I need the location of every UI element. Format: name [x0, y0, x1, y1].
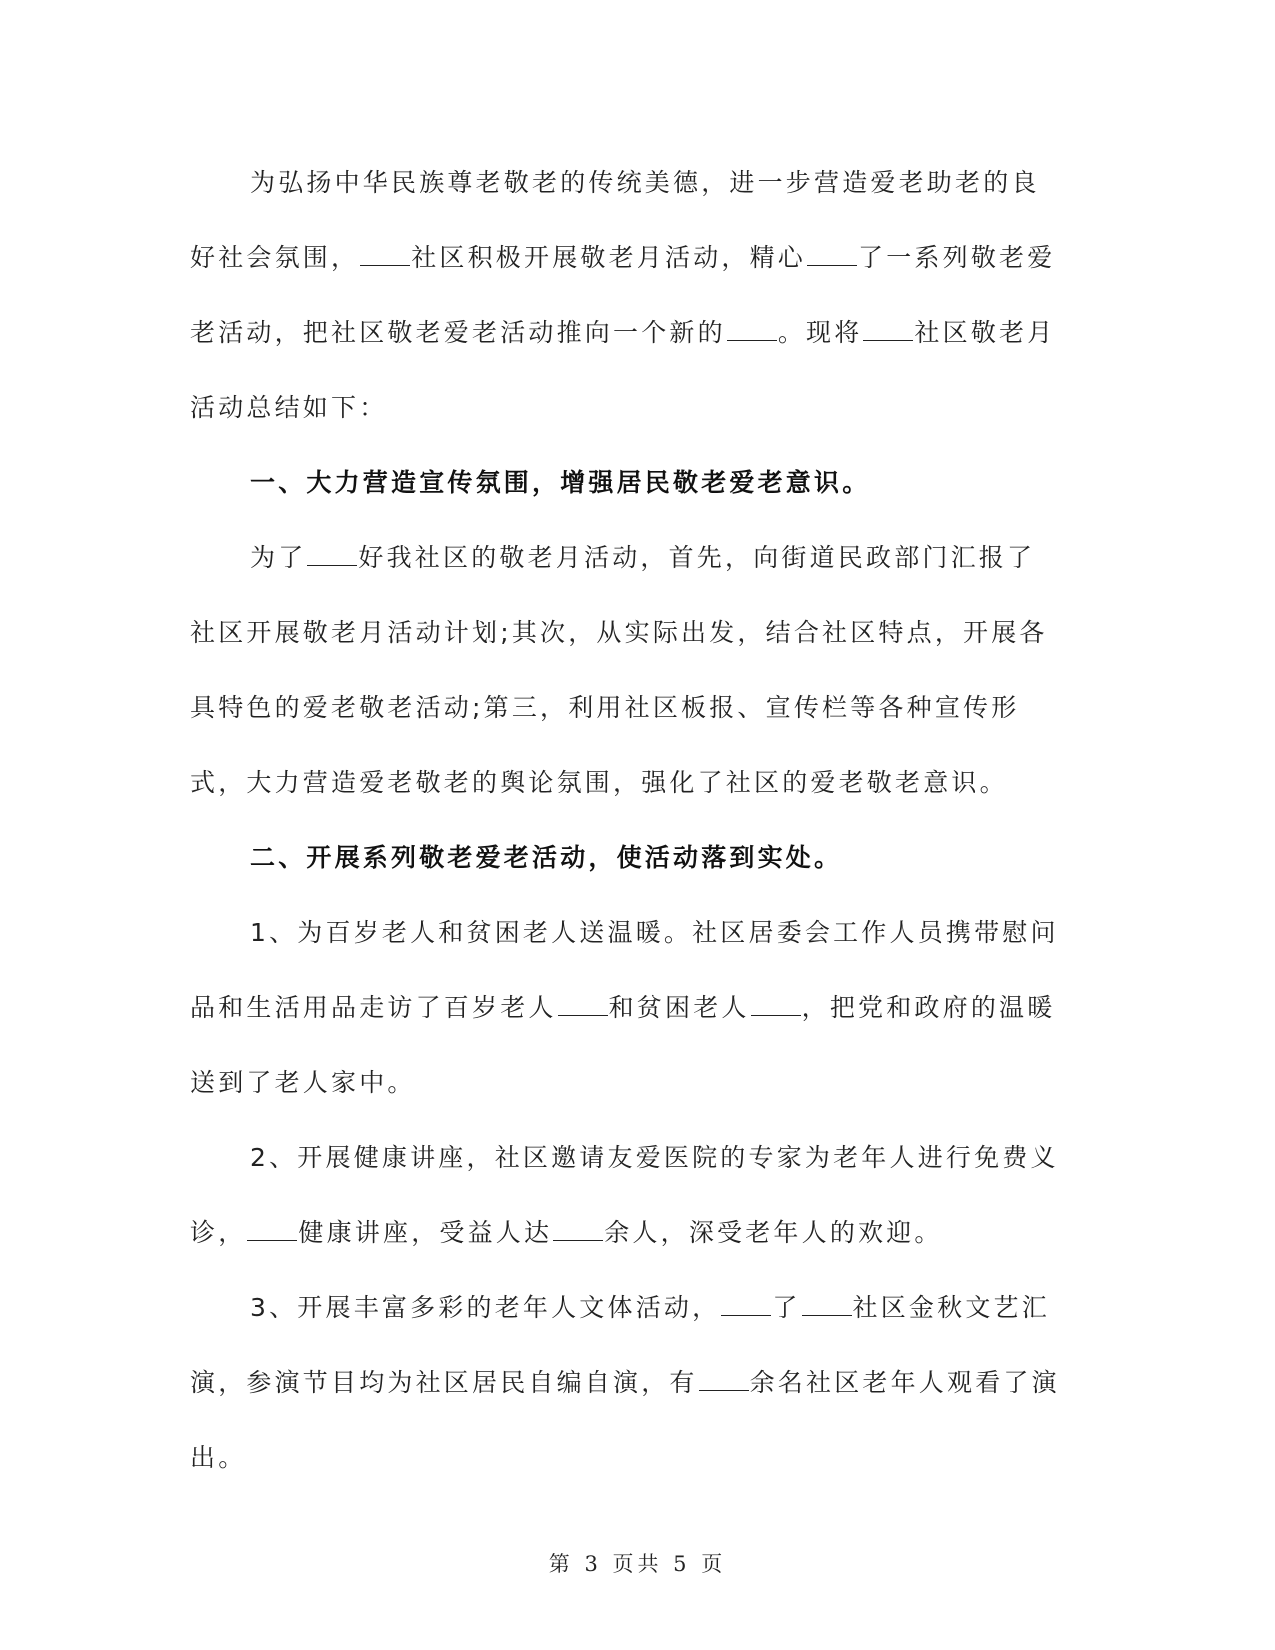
- text-run: 了一系列敬老爱: [858, 243, 1056, 272]
- paragraph-line: [190, 1045, 1090, 1120]
- text-run: 余人，深受老年人的欢迎。: [604, 1218, 943, 1247]
- text-run: 好社会氛围，: [190, 243, 360, 272]
- text-run: 为弘扬中华民族尊老敬老的传统美德，进一步营造爱老助老的良: [250, 168, 1040, 197]
- text-run: 2、开展健康讲座，社区邀请友爱医院的专家为老年人进行免费义: [250, 1143, 1059, 1172]
- text-run: 演，参演节目均为社区居民自编自演，有: [190, 1368, 698, 1397]
- paragraph-line: [190, 1420, 1090, 1495]
- text-run: 社区开展敬老月活动计划;其次，从实际出发，结合社区特点，开展各: [190, 618, 1048, 647]
- text-run: 诊，: [190, 1218, 247, 1247]
- paragraph-line: [190, 1270, 1090, 1345]
- fill-in-blank: [863, 320, 913, 341]
- fill-in-blank: [247, 1220, 297, 1241]
- text-run: 社区金秋文艺汇: [852, 1293, 1050, 1322]
- text-run: 1、为百岁老人和贫困老人送温暖。社区居委会工作人员携带慰问: [250, 918, 1059, 947]
- fill-in-blank: [807, 245, 857, 266]
- fill-in-blank: [751, 995, 801, 1016]
- paragraph-line: [190, 145, 1090, 220]
- paragraph-line: [190, 895, 1090, 970]
- paragraph-line: [190, 745, 1090, 820]
- text-run: 社区敬老月: [914, 318, 1056, 347]
- text-run: 送到了老人家中。: [190, 1068, 416, 1097]
- paragraph-line: [190, 295, 1090, 370]
- paragraph-line: [190, 220, 1090, 295]
- text-run: 健康讲座，受益人达: [298, 1218, 553, 1247]
- paragraph-line: [190, 1345, 1090, 1420]
- page-number-label: 第 3 页共 5 页: [548, 1552, 727, 1576]
- paragraph-line: [190, 1120, 1090, 1195]
- text-run: 具特色的爱老敬老活动;第三，利用社区板报、宣传栏等各种宣传形: [190, 693, 1020, 722]
- fill-in-blank: [727, 320, 777, 341]
- text-run: 了: [772, 1293, 801, 1322]
- paragraph-line: [190, 1195, 1090, 1270]
- paragraph-line: [190, 370, 1090, 445]
- heading-text: 一、大力营造宣传氛围，增强居民敬老爱老意识。: [250, 468, 871, 497]
- fill-in-blank: [721, 1295, 771, 1316]
- document-body: [190, 145, 1090, 1495]
- text-run: 式，大力营造爱老敬老的舆论氛围，强化了社区的爱老敬老意识。: [190, 768, 1008, 797]
- paragraph-line: [190, 595, 1090, 670]
- text-run: 出。: [190, 1443, 247, 1472]
- text-run: 好我社区的敬老月活动，首先，向街道民政部门汇报了: [358, 543, 1036, 572]
- text-run: 老活动，把社区敬老爱老活动推向一个新的: [190, 318, 726, 347]
- paragraph-line: [190, 970, 1090, 1045]
- text-run: 和贫困老人: [608, 993, 750, 1022]
- text-run: 余名社区老年人观看了演: [749, 1368, 1060, 1397]
- paragraph-line: [190, 670, 1090, 745]
- section-heading-1: [190, 445, 1090, 520]
- fill-in-blank: [360, 245, 410, 266]
- fill-in-blank: [558, 995, 608, 1016]
- text-run: ，把党和政府的温暖: [801, 993, 1056, 1022]
- text-run: 活动总结如下：: [190, 393, 388, 422]
- paragraph-line: [190, 520, 1090, 595]
- text-run: 3、开展丰富多彩的老年人文体活动，: [250, 1293, 721, 1322]
- heading-text: 二、开展系列敬老爱老活动，使活动落到实处。: [250, 843, 843, 872]
- text-run: 为了: [250, 543, 307, 572]
- fill-in-blank: [699, 1370, 749, 1391]
- page-footer: [0, 1548, 1275, 1578]
- section-heading-2: [190, 820, 1090, 895]
- text-run: 社区积极开展敬老月活动，精心: [411, 243, 807, 272]
- text-run: 品和生活用品走访了百岁老人: [190, 993, 557, 1022]
- text-run: 。现将: [777, 318, 863, 347]
- fill-in-blank: [553, 1220, 603, 1241]
- fill-in-blank: [802, 1295, 852, 1316]
- fill-in-blank: [307, 545, 357, 566]
